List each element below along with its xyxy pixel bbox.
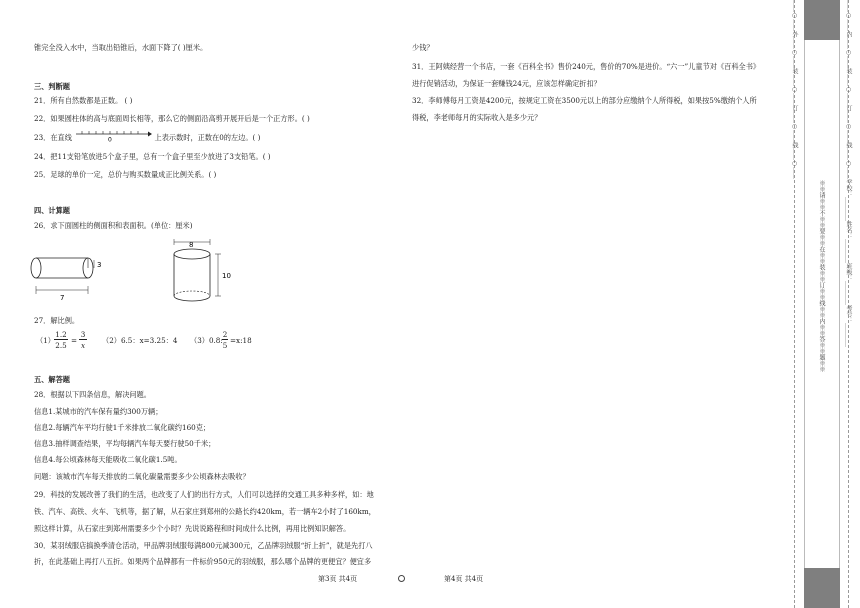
question-23 [34, 133, 260, 143]
question-27: 27．解比例。 [34, 316, 80, 325]
binding-strip-bottom [804, 568, 840, 608]
question-28-question: 问题：该城市汽车每天排放的二氧化碳量需要多少公顷森林去吸收？ [34, 472, 250, 481]
proportion-3-suffix: =x:18 [230, 336, 252, 345]
cylinder1-length-label: 7 [60, 294, 65, 302]
proportion-1-numerator-1: 1.2 [55, 330, 67, 339]
footer-page-right: 第4页 共4页 [444, 575, 484, 583]
question-31-line-2: 进行促销活动，为保证一套赚钱24元，应该怎样确定折扣？ [412, 79, 601, 88]
question-24: 24．把11支铅笔放进5个盒子里，总有一个盒子里至少放进了3支铅笔。( ) [34, 152, 271, 161]
question-29-line-2: 铁、汽车、高铁、火车、飞机等，据了解，从石家庄到郑州的公路长约420km，若一辆车2小时了160km， [34, 507, 376, 516]
proportion-1-equals: = [71, 336, 78, 345]
question-30-line-2: 折，在此基础上再打八五折。如果两个品牌都有一件标价950元的羽绒服，那么哪个品牌的更便宜？便宜多 [34, 557, 372, 566]
cylinder1-height-label: 3 [97, 261, 102, 269]
proportion-3 [190, 330, 270, 352]
question-31-line-1: 31．王阿姨经营一个书店，一套《百科全书》售价240元，售价的70%是进价。“六一”儿童节对《百科全书》 [412, 62, 761, 71]
question-32-line-1: 32．李师傅每月工资是4200元，按规定工资在3500元以上的部分应缴纳个人所得税，如果按5%缴纳个人所 [412, 96, 757, 105]
proportion-1-denominator-2: x [80, 341, 86, 350]
question-22: 22．如果圆柱体的高与底面周长相等，那么它的侧面沿高剪开展开后是一个正方形。( ) [34, 114, 310, 123]
number-line-figure [74, 128, 152, 142]
proportion-3-numerator: 2 [222, 330, 228, 339]
proportion-1-denominator-1: 2.5 [55, 341, 67, 350]
number-line-zero-label: 0 [108, 136, 113, 142]
inner-binding-text: ……○……内……○……装……○……订……○……线……○……学校：________姓名：________班级：________考号：________ [845, 0, 852, 347]
question-29-line-3: 照这样计算，从石家庄到郑州需要多少个小时？先说说路程和时间成什么比例，再用比例知识解答。 [34, 524, 351, 533]
cylinder2-diameter-label: 8 [189, 241, 194, 249]
section-5-title: 五、解答题 [34, 375, 70, 384]
vertical-cylinder-figure [170, 238, 260, 306]
binding-strip-top [804, 0, 840, 40]
proportion-1-label: （1） [36, 336, 55, 345]
info-3: 信息3.抽样调查结果，平均每辆汽车每天要行驶50千米； [34, 439, 216, 448]
question-25: 25．足球的单价一定，总价与购买数量成正比例关系。( ) [34, 170, 217, 179]
question-29-line-1: 29．科技的发展改善了我们的生活，也改变了人们的出行方式，人们可以选择的交通工具多种多样，如：地 [34, 490, 374, 499]
binding-warning-text: ※※请※※不※※要※※在※※装※※订※※线※※内※※答※※题※※ [818, 180, 825, 372]
question-23-prefix: 23．在直线 [34, 133, 72, 142]
proportion-3-denominator: 5 [222, 341, 228, 350]
section-4-title: 四、计算题 [34, 206, 70, 215]
proportion-2: （2）6.5：x=3.25：4 [102, 336, 178, 345]
horizontal-cylinder-figure [30, 250, 120, 305]
question-23-suffix: 上表示数时，正数在0的左边。( ) [154, 133, 261, 142]
footer-circle-icon [398, 575, 405, 582]
proportion-1-numerator-2: 3 [80, 330, 86, 339]
proportion-3-label: （3）0.8: [190, 336, 223, 345]
question-21: 21．所有自然数都是正数。 ( ) [34, 96, 133, 105]
carryover-text: 锥完全没入水中，当取出铅锥后，水面下降了( )厘米。 [34, 43, 208, 52]
cylinder2-height-label: 10 [222, 272, 231, 280]
section-3-title: 三、判断题 [34, 82, 70, 91]
question-32-line-2: 得税，李老师每月的实际收入是多少元？ [412, 113, 542, 122]
outer-binding-text: ……○……外……○……装……○……订……○……线……○…… [791, 0, 798, 179]
question-26: 26．求下面圆柱的侧面积和表面积。(单位：厘米) [34, 221, 193, 230]
info-2: 信息2.每辆汽车平均行驶1千米排放二氧化碳约160克； [34, 423, 211, 432]
info-1: 信息1.某城市的汽车保有量约300万辆； [34, 407, 163, 416]
question-28: 28．根据以下四条信息，解决问题。 [34, 390, 151, 399]
footer-page-left: 第3页 共4页 [318, 575, 358, 583]
right-carryover-text: 少钱？ [412, 43, 434, 52]
question-30-line-1: 30．某羽绒服店搞换季清仓活动，甲品牌羽绒服每满800元减300元，乙品牌羽绒服“折上折”，就是先打八 [34, 541, 373, 550]
info-4: 信息4.每公顷森林每天能吸收二氧化碳1.5吨。 [34, 455, 182, 464]
